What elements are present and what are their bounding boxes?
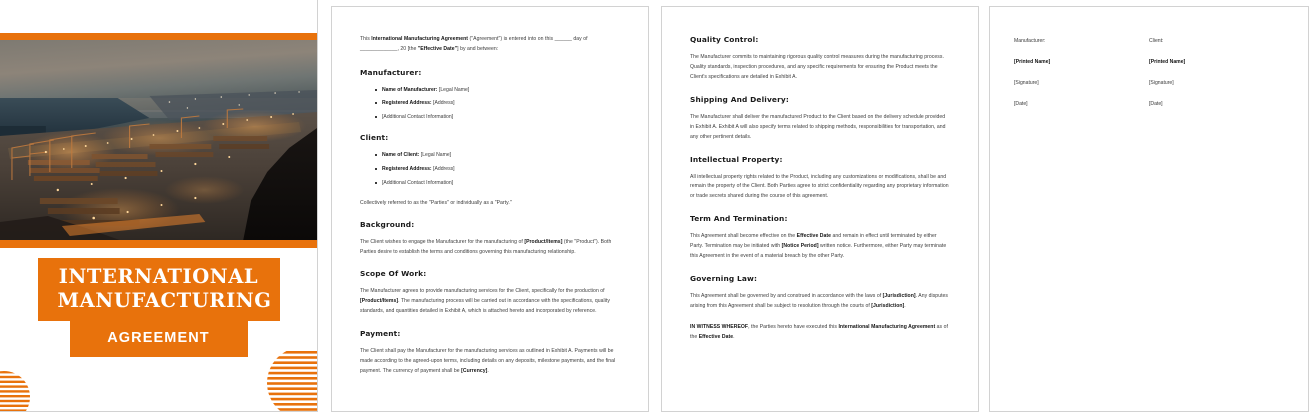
term-and-termination-paragraph: This Agreement shall become effective on the Effective Date and remain in effect until terminated by either Party. Termination may be initiated with [Notice Period] written notice. Furthermore, either Party may terminate this Agreement in the event of a material breach by the other Party. xyxy=(690,233,947,260)
scope-of-work-paragraph: The Manufacturer agrees to provide manufacturing services for the Client, specifically for the production of [Product/Items]. The manufacturing process will be carried out in accordance with the specifications, quality standards, and quantities detailed in Exhibit A, which is attached hereto and incorporated by reference. xyxy=(360,288,610,315)
client-date-field[interactable]: [Date] xyxy=(1149,101,1163,108)
list-item: [Additional Contact Information] xyxy=(375,113,620,121)
quality-control-paragraph: The Manufacturer commits to maintaining rigorous quality control measures during the manufacturing process. Quality standards, inspection procedures, and any specific requirements for ensuring the Product meets the Client's specifications are detailed in Exhibit A. xyxy=(690,54,944,80)
client-signature-field[interactable]: [Signature] xyxy=(1149,80,1174,87)
client-heading: Client: xyxy=(360,133,389,143)
in-witness-whereof-paragraph: IN WITNESS WHEREOF, the Parties hereto have executed this International Manufacturing Agreement as of the Effective Date. xyxy=(690,323,948,340)
signature-block-client xyxy=(1149,37,1284,109)
section-governing-law xyxy=(690,274,950,343)
manufacturer-printed-name-field[interactable]: [Printed Name] xyxy=(1014,59,1051,66)
harbor-night-photo-illustration xyxy=(0,40,317,240)
background-paragraph: The Client wishes to engage the Manufacturer for the manufacturing of [Product/Items] (the "Product"). Both Parties desire to establish the terms and conditions governing this manufacturing relationship. xyxy=(360,238,612,255)
striped-circle-icon xyxy=(261,351,317,412)
striped-circle-icon xyxy=(0,371,40,412)
intellectual-property-paragraph: All intellectual property rights related to the Product, including any customizations or modifications, shall be and remain the property of the Client. Both Parties agree to strict confidentiality regarding any proprietary information or trade secrets shared during the course of this agreement. xyxy=(690,173,949,200)
section-scope-of-work xyxy=(360,269,620,317)
client-signature-label: Client: xyxy=(1149,38,1164,44)
cover-accent-bar-bottom xyxy=(0,240,317,248)
decorative-striped-circle-left xyxy=(0,371,40,412)
list-item: [Additional Contact Information] xyxy=(375,179,620,187)
manufacturer-date-field[interactable]: [Date] xyxy=(1014,101,1028,108)
page-4-body xyxy=(990,7,1308,109)
parties-note-paragraph: Collectively referred to as the "Parties" or individually as a "Party." xyxy=(360,199,512,206)
cover-top-margin xyxy=(0,0,317,33)
manufacturer-signature-field[interactable]: [Signature] xyxy=(1014,80,1039,87)
agreement-intro-paragraph: This International Manufacturing Agreement ("Agreement") is entered into on this ______ day of _____________, 20 [the "Effective Date"] by and between: xyxy=(360,36,588,52)
section-intellectual-property xyxy=(690,155,950,203)
section-client xyxy=(360,133,620,186)
payment-heading: Payment: xyxy=(360,329,401,339)
payment-paragraph: The Client shall pay the Manufacturer for the manufacturing services as outlined in Exhibit A. Payments will be made according to the agreed-upon terms, including details on any deposits, milestone payments, and the final payment. The currency of payment shall be [Currency]. xyxy=(360,348,616,375)
page-2-body xyxy=(332,7,648,377)
page-3-body xyxy=(662,7,978,343)
manufacturer-detail-list xyxy=(360,86,620,121)
section-manufacturer xyxy=(360,68,620,121)
scope-of-work-heading: Scope Of Work: xyxy=(360,269,427,279)
section-shipping-and-delivery xyxy=(690,95,950,143)
cover-subtitle: AGREEMENT xyxy=(70,320,248,357)
document-page-4-signatures xyxy=(989,6,1309,412)
cover-title-block xyxy=(0,258,317,357)
intellectual-property-heading: Intellectual Property: xyxy=(690,154,783,164)
client-detail-list xyxy=(360,151,620,186)
shipping-and-delivery-heading: Shipping And Delivery: xyxy=(690,94,789,104)
section-term-and-termination xyxy=(690,214,950,262)
document-page-2 xyxy=(331,6,649,412)
cover-title-primary xyxy=(38,258,280,321)
document-page-3 xyxy=(661,6,979,412)
term-and-termination-heading: Term And Termination: xyxy=(690,214,788,224)
background-heading: Background: xyxy=(360,219,415,229)
governing-law-heading: Governing Law: xyxy=(690,274,758,284)
document-page-1-cover xyxy=(0,0,318,412)
shipping-and-delivery-paragraph: The Manufacturer shall deliver the manufactured Product to the Client based on the delivery schedule provided in Exhibit A. Exhibit A will also specify terms related to shipping methods, responsibilities for transportation, and any other pertinent details. xyxy=(690,113,946,140)
decorative-striped-circle-right xyxy=(261,351,317,412)
quality-control-heading: Quality Control: xyxy=(690,35,759,44)
signature-grid xyxy=(1014,35,1284,109)
list-item: Registered Address: [Address] xyxy=(375,99,620,107)
governing-law-paragraph: This Agreement shall be governed by and construed in accordance with the laws of [Jurisdiction]. Any disputes arising from this Agreement shall be subject to resolution through the courts of [Jurisdiction]. xyxy=(690,293,949,309)
list-item: Name of Client: [Legal Name] xyxy=(375,151,620,159)
manufacturer-heading: Manufacturer: xyxy=(360,67,422,77)
cover-title-line-1: INTERNATIONAL xyxy=(58,265,259,288)
list-item: Registered Address: [Address] xyxy=(375,165,620,173)
section-background xyxy=(360,220,620,258)
cover-title-line-2: MANUFACTURING xyxy=(57,288,272,312)
cover-photo-harbor xyxy=(0,40,317,240)
signature-block-manufacturer xyxy=(1014,37,1149,109)
manufacturer-signature-label: Manufacturer: xyxy=(1014,38,1046,44)
section-payment xyxy=(360,329,620,377)
list-item: Name of Manufacturer: [Legal Name] xyxy=(375,86,620,94)
cover-accent-bar-top xyxy=(0,33,317,40)
section-quality-control xyxy=(690,35,950,83)
client-printed-name-field[interactable]: [Printed Name] xyxy=(1149,59,1186,66)
